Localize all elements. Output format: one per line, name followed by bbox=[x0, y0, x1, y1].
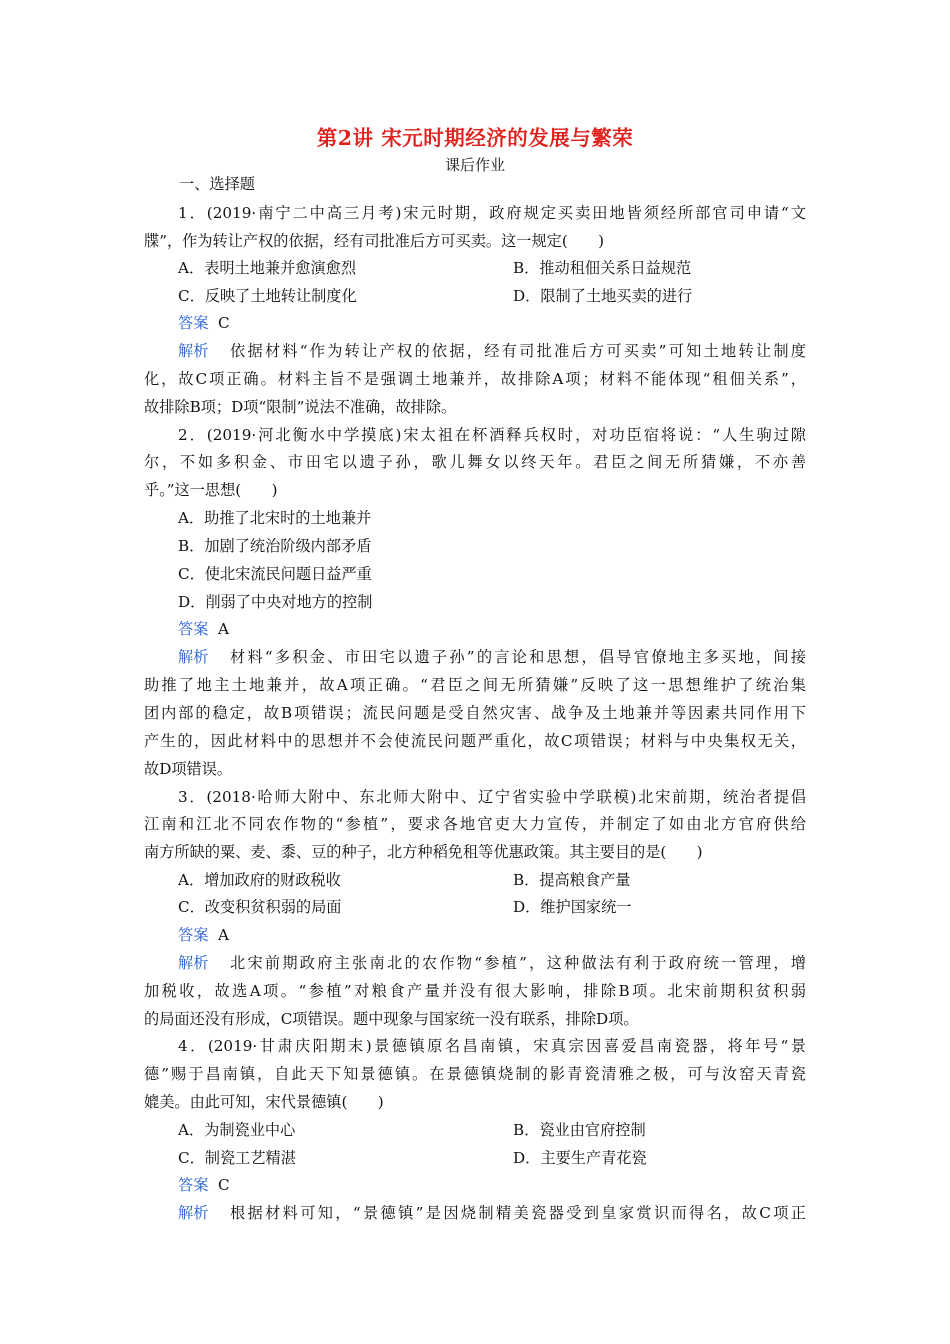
q3-analysis-line-1: 北宋前期政府主张南北的农作物“参植”，这种做法有利于政府统一管理，增 bbox=[230, 954, 806, 972]
answer-value: C bbox=[218, 314, 230, 332]
page-title: 第2讲 宋元时期经济的发展与繁荣 bbox=[316, 126, 634, 150]
answer-value: A bbox=[218, 926, 229, 944]
q4-analysis-line-1: 根据材料可知，“景德镇”是因烧制精美瓷器受到皇家赏识而得名，故C项正 bbox=[230, 1204, 806, 1222]
q3-stem-line-1: 3．(2018·哈师大附中、东北师大附中、辽宁省实验中学联模)北宋前期，统治者提倡 bbox=[178, 788, 806, 806]
answer-label: 答案 bbox=[178, 314, 209, 332]
q3-option-c: C．改变积贫积弱的局面 bbox=[178, 898, 342, 916]
q1-option-b: B．推动租佃关系日益规范 bbox=[513, 259, 692, 277]
q3-option-d: D．维护国家统一 bbox=[513, 898, 632, 916]
q2-option-c: C．使北宋流民问题日益严重 bbox=[178, 565, 372, 583]
q4-option-c: C．制瓷工艺精湛 bbox=[178, 1149, 296, 1167]
q1-option-a: A．表明土地兼并愈演愈烈 bbox=[178, 259, 357, 277]
q4-stem-line-3: 媲美。由此可知，宋代景德镇( ) bbox=[144, 1093, 384, 1111]
q2-analysis-line-1: 材料“多积金、市田宅以遗子孙”的言论和思想，倡导官僚地主多买地，间接 bbox=[230, 648, 806, 666]
answer-value: A bbox=[218, 620, 229, 638]
q1-analysis-line-1: 依据材料“作为转让产权的依据，经有司批准后方可买卖”可知土地转让制度 bbox=[230, 342, 806, 360]
q4-option-a: A．为制瓷业中心 bbox=[178, 1121, 296, 1139]
q1-analysis-line-3: 故排除B项；D项“限制”说法不准确，故排除。 bbox=[144, 398, 457, 416]
q4-option-d: D．主要生产青花瓷 bbox=[513, 1149, 647, 1167]
q4-stem-line-1: 4．(2019·甘肃庆阳期末)景德镇原名昌南镇，宋真宗因喜爱昌南瓷器，将年号“景 bbox=[178, 1037, 806, 1055]
answer-label: 答案 bbox=[178, 926, 209, 944]
answer-label: 答案 bbox=[178, 620, 209, 638]
q4-analysis-label: 解析 bbox=[178, 1204, 209, 1222]
q2-stem-line-2: 尔，不如多积金、市田宅以遗子孙，歌儿舞女以终天年。君臣之间无所猜嫌，不亦善 bbox=[144, 453, 806, 471]
q3-analysis-line-2: 加税收，故选A项。“参植”对粮食产量并没有很大影响，排除B项。北宋前期积贫积弱 bbox=[144, 982, 806, 1000]
q1-answer bbox=[178, 313, 230, 333]
q2-option-d: D．削弱了中央对地方的控制 bbox=[178, 593, 373, 611]
q3-stem-line-2: 江南和江北不同农作物的“参植”，要求各地官吏大力宣传，并制定了如由北方官府供给 bbox=[144, 815, 806, 833]
q4-stem-line-2: 德”赐于昌南镇，自此天下知景德镇。在景德镇烧制的影青瓷清雅之极，可与汝窑天青瓷 bbox=[144, 1065, 806, 1083]
answer-value: C bbox=[218, 1176, 230, 1194]
q2-stem-line-1: 2．(2019·河北衡水中学摸底)宋太祖在杯酒释兵权时，对功臣宿将说：“人生驹过隙 bbox=[178, 426, 806, 444]
page-subtitle: 课后作业 bbox=[444, 156, 505, 174]
q3-analysis-line-3: 的局面还没有形成，C项错误。题中现象与国家统一没有联系，排除D项。 bbox=[144, 1010, 639, 1028]
q2-analysis-line-2: 助推了地主土地兼并，故A项正确。“君臣之间无所猜嫌”反映了这一思想维护了统治集 bbox=[144, 676, 806, 694]
q2-answer bbox=[178, 619, 229, 639]
q3-answer bbox=[178, 925, 229, 945]
q3-analysis-label: 解析 bbox=[178, 954, 209, 972]
q1-stem-line-2: 牒”，作为转让产权的依据，经有司批准后方可买卖。这一规定( ) bbox=[144, 232, 605, 250]
section-heading: 一、选择题 bbox=[179, 175, 255, 193]
q2-analysis-label: 解析 bbox=[178, 648, 209, 666]
q1-option-c: C．反映了土地转让制度化 bbox=[178, 287, 357, 305]
q1-analysis-label: 解析 bbox=[178, 342, 209, 360]
q3-option-b: B．提高粮食产量 bbox=[513, 871, 631, 889]
q1-analysis-line-2: 化，故C项正确。材料主旨不是强调土地兼并，故排除A项；材料不能体现“租佃关系”， bbox=[144, 370, 806, 388]
q4-option-b: B．瓷业由官府控制 bbox=[513, 1121, 646, 1139]
q3-stem-line-3: 南方所缺的粟、麦、黍、豆的种子，北方种稻免租等优惠政策。其主要目的是( ) bbox=[144, 843, 703, 861]
q2-stem-line-3: 乎。”这一思想( ) bbox=[144, 481, 278, 499]
q2-option-a: A．助推了北宋时的土地兼并 bbox=[178, 509, 372, 527]
q2-option-b: B．加剧了统治阶级内部矛盾 bbox=[178, 537, 372, 555]
q4-answer bbox=[178, 1175, 230, 1195]
q2-analysis-line-4: 产生的，因此材料中的思想并不会使流民问题严重化，故C项错误；材料与中央集权无关， bbox=[144, 732, 806, 750]
answer-label: 答案 bbox=[178, 1176, 209, 1194]
q1-option-d: D．限制了土地买卖的进行 bbox=[513, 287, 693, 305]
q2-analysis-line-5: 故D项错误。 bbox=[144, 760, 233, 778]
q2-analysis-line-3: 团内部的稳定，故B项错误；流民问题是受自然灾害、战争及土地兼并等因素共同作用下 bbox=[144, 704, 806, 722]
q1-stem-line-1: 1．(2019·南宁二中高三月考)宋元时期，政府规定买卖田地皆须经所部官司申请“文 bbox=[178, 204, 806, 222]
q3-option-a: A．增加政府的财政税收 bbox=[178, 871, 341, 889]
